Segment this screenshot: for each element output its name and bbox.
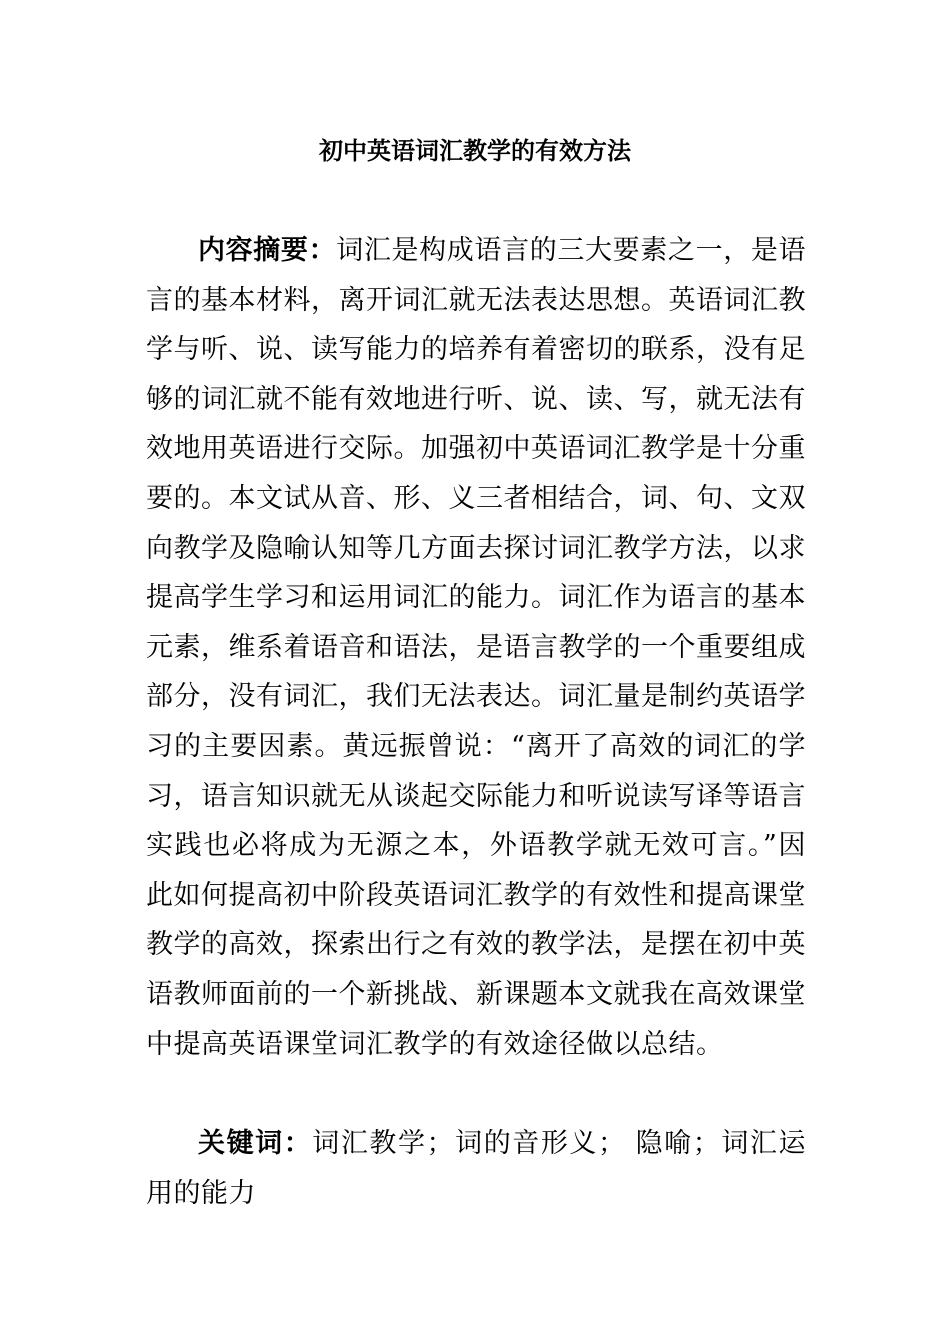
- keywords-text: 词汇教学；词的音形义； 隐喻；词汇运用的能力: [146, 1128, 806, 1209]
- document-title: 初中英语词汇教学的有效方法: [319, 136, 631, 165]
- abstract-text: 词汇是构成语言的三大要素之一，是语言的基本材料，离开词汇就无法表达思想。英语词汇教学与听、说、读写能力的培养有着密切的联系，没有足够的词汇就不能有效地进行听、说、读、写，就无法有效地用英语进行交际。加强初中英语词汇教学是十分重要的。本文试从音、形、义三者相结合，词、句、文双向教学及隐喻认知等几方面去探讨词汇教学方法，以求提高学生学习和运用词汇的能力。词汇作为语言的基本元素，维系着语音和语法，是语言教学的一个重要组成部分，没有词汇，我们无法表达。词汇量是制约英语学习的主要因素。黄远振曾说：“离开了高效的词汇的学习，语言知识就无从谈起交际能力和听说读写译等语言实践也必将成为无源之本，外语教学就无效可言。”因此如何提高初中阶段英语词汇教学的有效性和提高课堂教学的高效，探索出行之有效的教学法，是摆在初中英语教师面前的一个新挑战、新课题本文就我在高效课堂中提高英语课堂词汇教学的有效途径做以总结。: [146, 235, 807, 1060]
- abstract-label: 内容摘要：: [198, 235, 337, 266]
- keywords-label: 关键词：: [198, 1128, 313, 1159]
- keywords-paragraph: [146, 1119, 806, 1218]
- abstract-paragraph: [146, 226, 806, 1069]
